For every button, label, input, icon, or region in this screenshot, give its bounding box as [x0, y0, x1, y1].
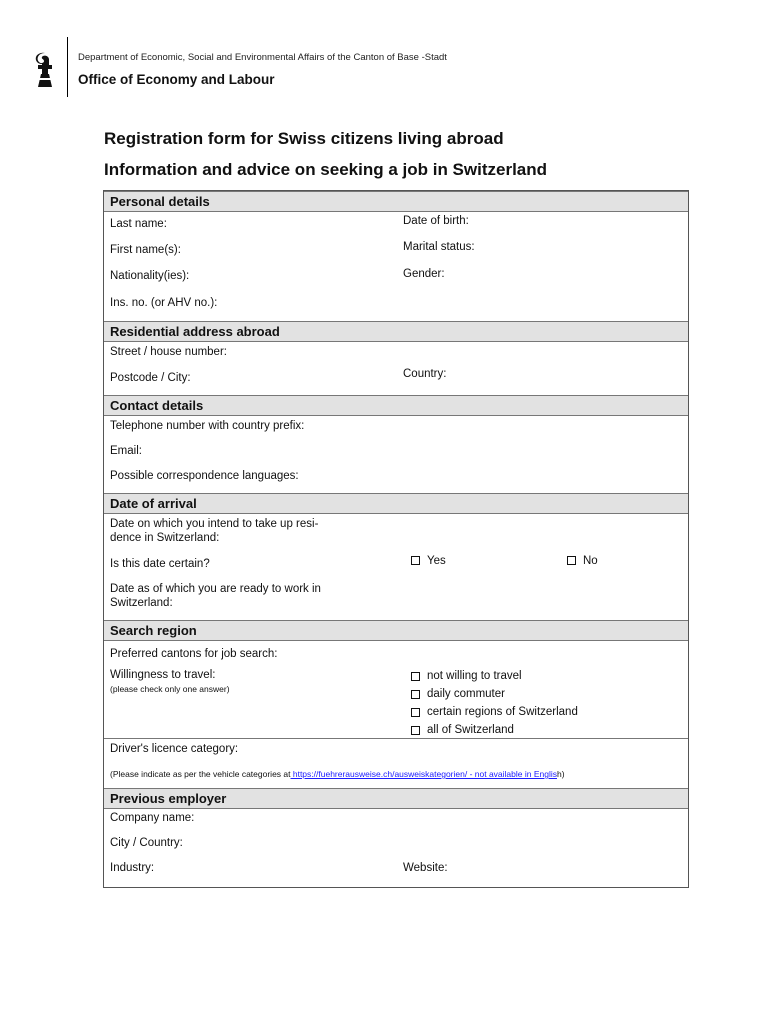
yes-checkbox[interactable] — [411, 556, 420, 565]
website-field[interactable]: Website: — [403, 862, 448, 874]
postcode-city-field[interactable]: Postcode / City: — [110, 372, 191, 384]
travel-option-checkbox[interactable] — [411, 690, 420, 699]
registration-form — [103, 190, 689, 888]
licence-note: (Please indicate as per the vehicle categories at https://fuehrerausweise.ch/ausweiskategorien/ - not available in English) — [110, 769, 565, 779]
date-certain-label: Is this date certain? — [110, 558, 210, 570]
company-name-field[interactable]: Company name: — [110, 812, 195, 824]
intend-date-label-line1: Date on which you intend to take up resi- — [110, 518, 319, 530]
travel-option-checkbox[interactable] — [411, 672, 420, 681]
industry-field[interactable]: Industry: — [110, 862, 155, 874]
section-contact-details: Contact details — [104, 395, 688, 416]
languages-field[interactable]: Possible correspondence languages: — [110, 470, 299, 482]
licence-field[interactable]: Driver's licence category: — [110, 743, 239, 755]
travel-option-label: daily commuter — [427, 688, 505, 700]
form-title: Registration form for Swiss citizens living abroad — [104, 129, 504, 148]
date-of-birth-field[interactable]: Date of birth: — [403, 215, 469, 227]
willingness-label: Willingness to travel: — [110, 669, 216, 681]
travel-option-label: all of Switzerland — [427, 724, 514, 736]
check-one-note: (please check only one answer) — [110, 684, 230, 694]
office-name: Office of Economy and Labour — [78, 72, 275, 87]
first-names-field[interactable]: First name(s): — [110, 244, 181, 256]
last-name-field[interactable]: Last name: — [110, 218, 167, 230]
street-field[interactable]: Street / house number: — [110, 346, 227, 358]
travel-option-checkbox[interactable] — [411, 708, 420, 717]
cantons-field[interactable]: Preferred cantons for job search: — [110, 648, 278, 660]
travel-option-label: certain regions of Switzerland — [427, 706, 578, 718]
gender-field[interactable]: Gender: — [403, 268, 445, 280]
travel-option-label: not willing to travel — [427, 670, 522, 682]
email-field[interactable]: Email: — [110, 445, 142, 457]
header-divider — [67, 37, 68, 97]
no-checkbox[interactable] — [567, 556, 576, 565]
department-name: Department of Economic, Social and Environmental Affairs of the Canton of Base -Stadt — [78, 52, 447, 63]
ins-no-field[interactable]: Ins. no. (or AHV no.): — [110, 297, 218, 309]
section-search-region: Search region — [104, 620, 688, 641]
basel-crosier-logo-icon — [34, 52, 56, 88]
phone-field[interactable]: Telephone number with country prefix: — [110, 420, 305, 432]
marital-status-field[interactable]: Marital status: — [403, 241, 475, 253]
section-personal-details: Personal details — [104, 191, 688, 212]
section-previous-employer: Previous employer — [104, 788, 688, 809]
city-country-field[interactable]: City / Country: — [110, 837, 183, 849]
yes-label: Yes — [427, 555, 446, 567]
ready-date-label-line2[interactable]: Switzerland: — [110, 597, 173, 609]
licence-link[interactable]: https://fuehrerausweise.ch/ausweiskategorien/ - not available in Englis — [290, 769, 557, 779]
row-divider — [104, 738, 688, 739]
ready-date-label-line1: Date as of which you are ready to work in — [110, 583, 321, 595]
country-field[interactable]: Country: — [403, 368, 447, 380]
intend-date-label-line2[interactable]: dence in Switzerland: — [110, 532, 220, 544]
section-date-of-arrival: Date of arrival — [104, 493, 688, 514]
nationality-field[interactable]: Nationality(ies): — [110, 270, 190, 282]
no-label: No — [583, 555, 598, 567]
form-subtitle: Information and advice on seeking a job in Switzerland — [104, 160, 548, 179]
section-residential-address: Residential address abroad — [104, 321, 688, 342]
travel-option-checkbox[interactable] — [411, 726, 420, 735]
